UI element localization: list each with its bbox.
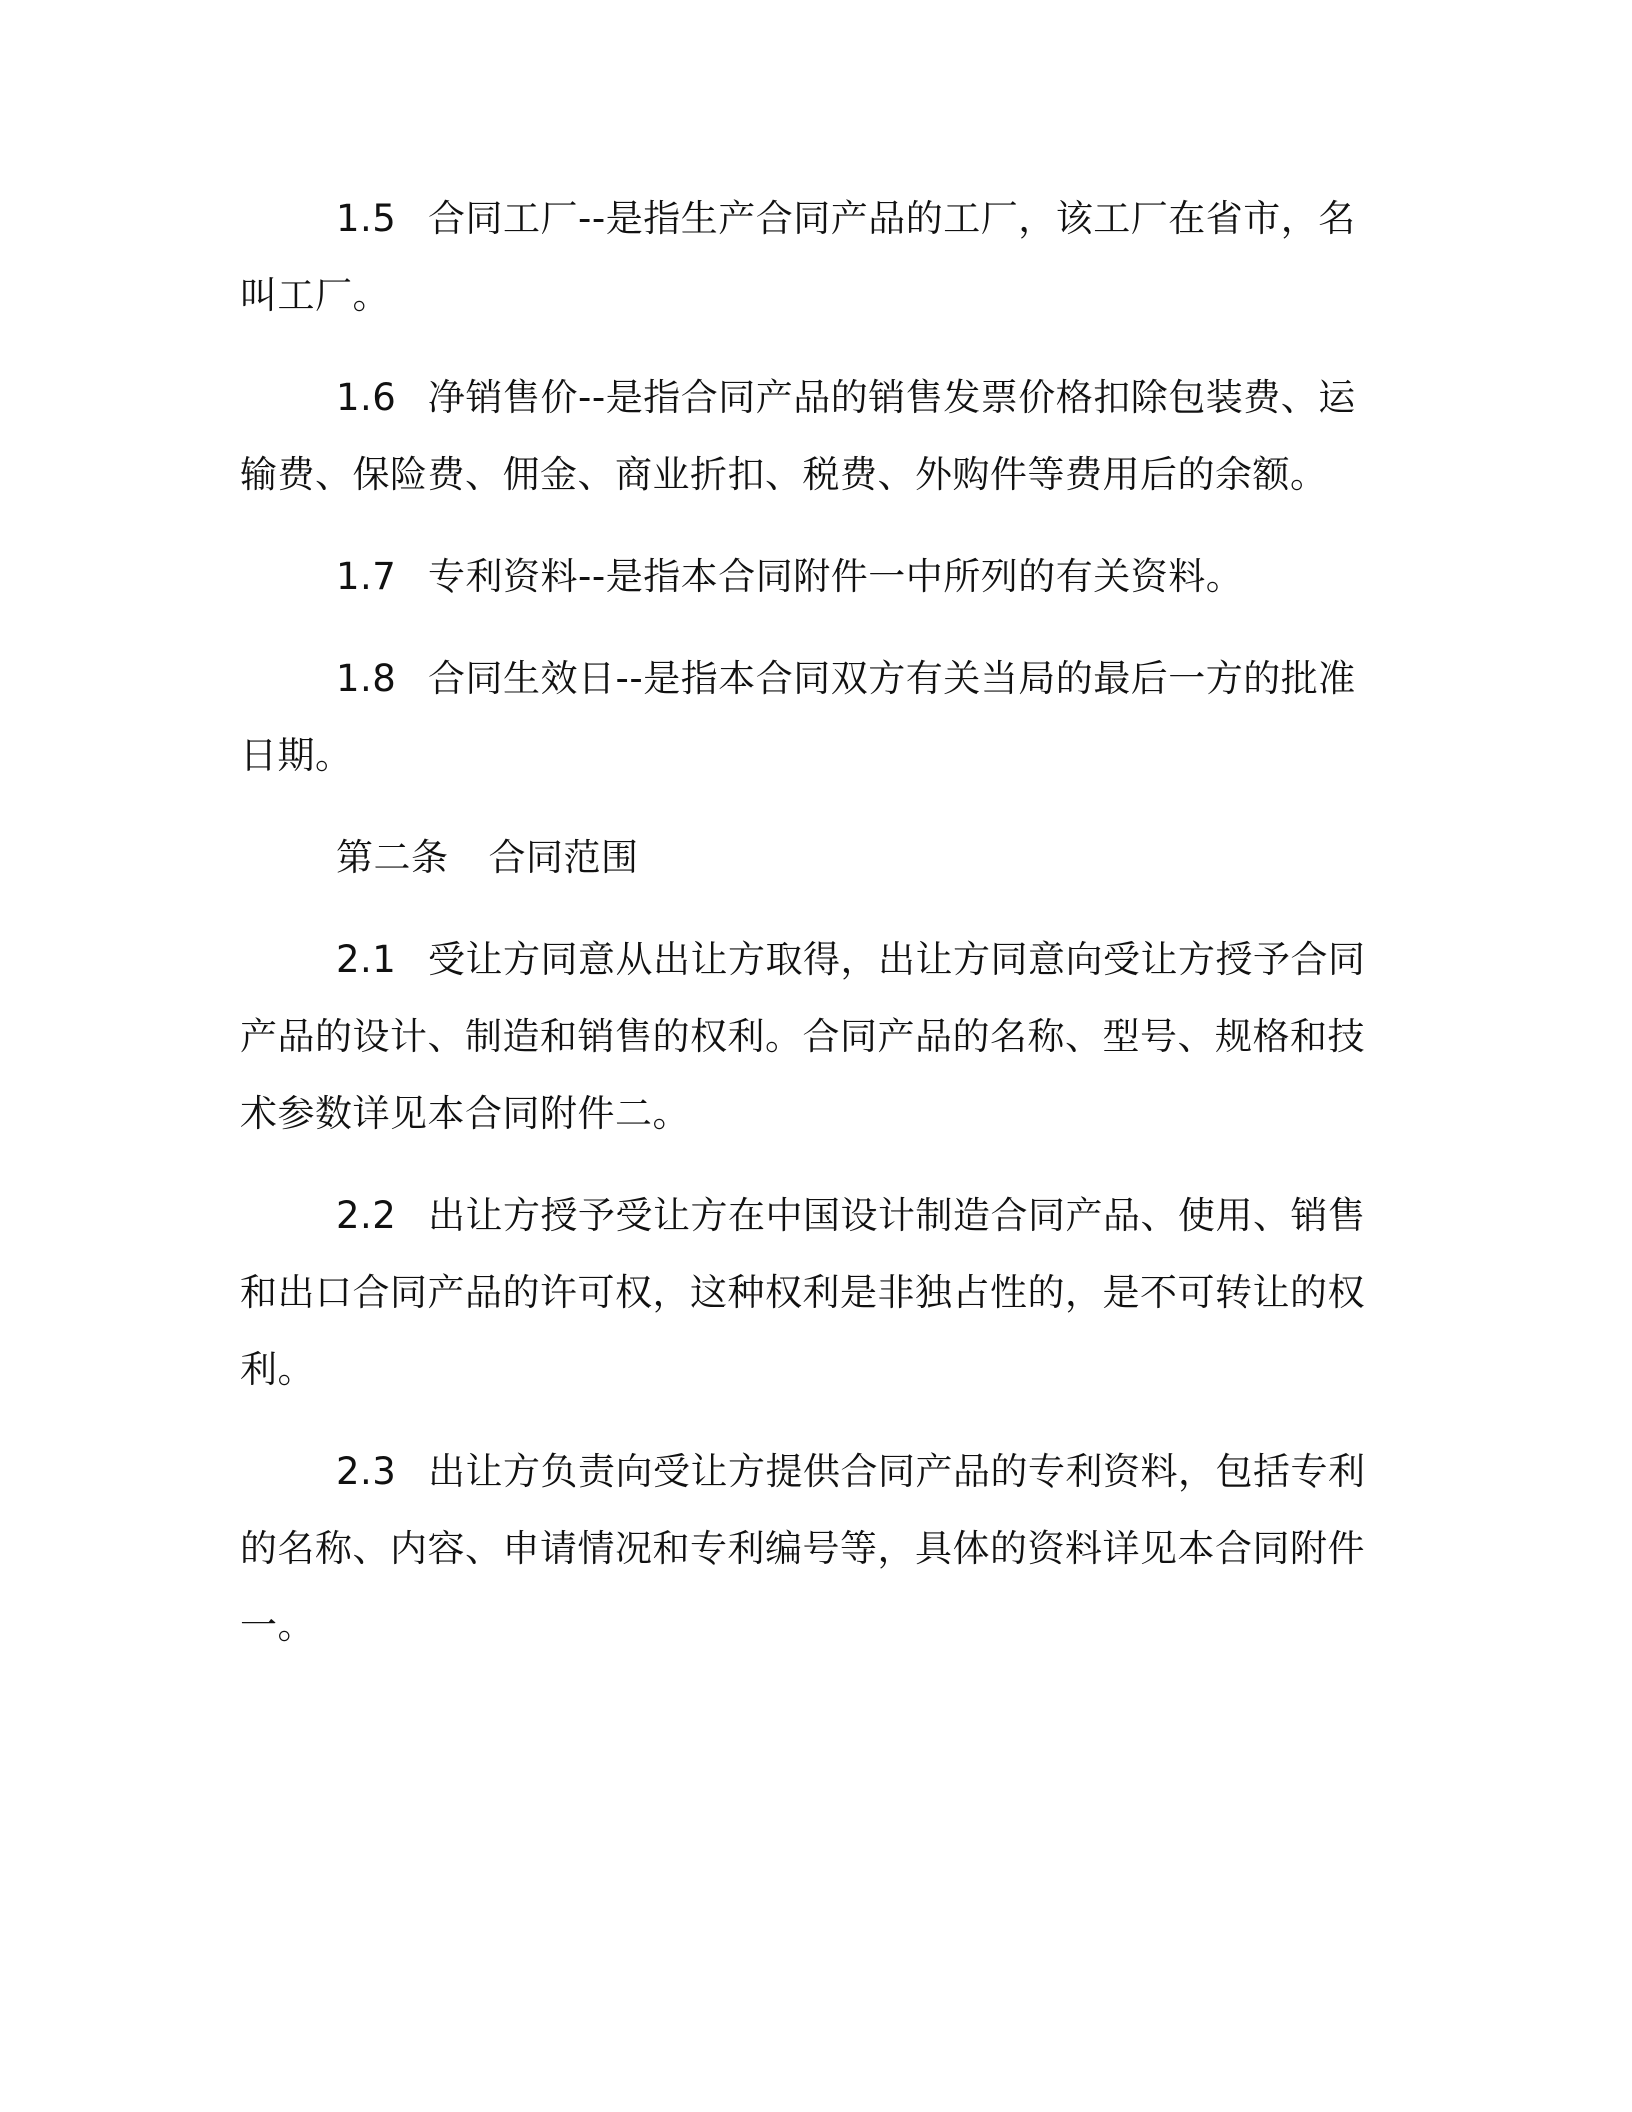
article-title: 合同范围: [488, 836, 639, 879]
clause-text: 专利资料--是指本合同附件一中所列的有关资料。: [428, 555, 1244, 598]
clause-1-8: [240, 640, 1390, 794]
clause-text: 出让方授予受让方在中国设计制造合同产品、使用、销售和出口合同产品的许可权，这种权利是非独占性的，是不可转让的权利。: [240, 1194, 1366, 1391]
clause-text: 合同生效日--是指本合同双方有关当局的最后一方的批准日期。: [240, 657, 1356, 777]
article-label: 第二条: [336, 836, 449, 879]
article-heading: [240, 819, 1390, 896]
clause-number: 1.8: [336, 657, 397, 700]
clause-number: 2.3: [336, 1450, 397, 1493]
clause-number: 2.1: [336, 938, 397, 981]
clause-text: 出让方负责向受让方提供合同产品的专利资料，包括专利的名称、内容、申请情况和专利编号等，具体的资料详见本合同附件一。: [240, 1450, 1366, 1647]
clause-2-1: [240, 921, 1390, 1152]
clause-2-2: [240, 1177, 1390, 1408]
clause-1-7: [240, 538, 1390, 615]
clause-number: 1.7: [336, 555, 397, 598]
clause-1-5: [240, 180, 1390, 334]
document-page: [240, 180, 1390, 1664]
clause-text: 合同工厂--是指生产合同产品的工厂，该工厂在省市，名叫工厂。: [240, 197, 1356, 317]
clause-text: 净销售价--是指合同产品的销售发票价格扣除包装费、运输费、保险费、佣金、商业折扣、税费、外购件等费用后的余额。: [240, 376, 1356, 496]
clause-1-6: [240, 359, 1390, 513]
clause-text: 受让方同意从出让方取得，出让方同意向受让方授予合同产品的设计、制造和销售的权利。合同产品的名称、型号、规格和技术参数详见本合同附件二。: [240, 938, 1366, 1135]
clause-number: 1.6: [336, 376, 397, 419]
clause-number: 1.5: [336, 197, 397, 240]
clause-number: 2.2: [336, 1194, 397, 1237]
clause-2-3: [240, 1433, 1390, 1664]
